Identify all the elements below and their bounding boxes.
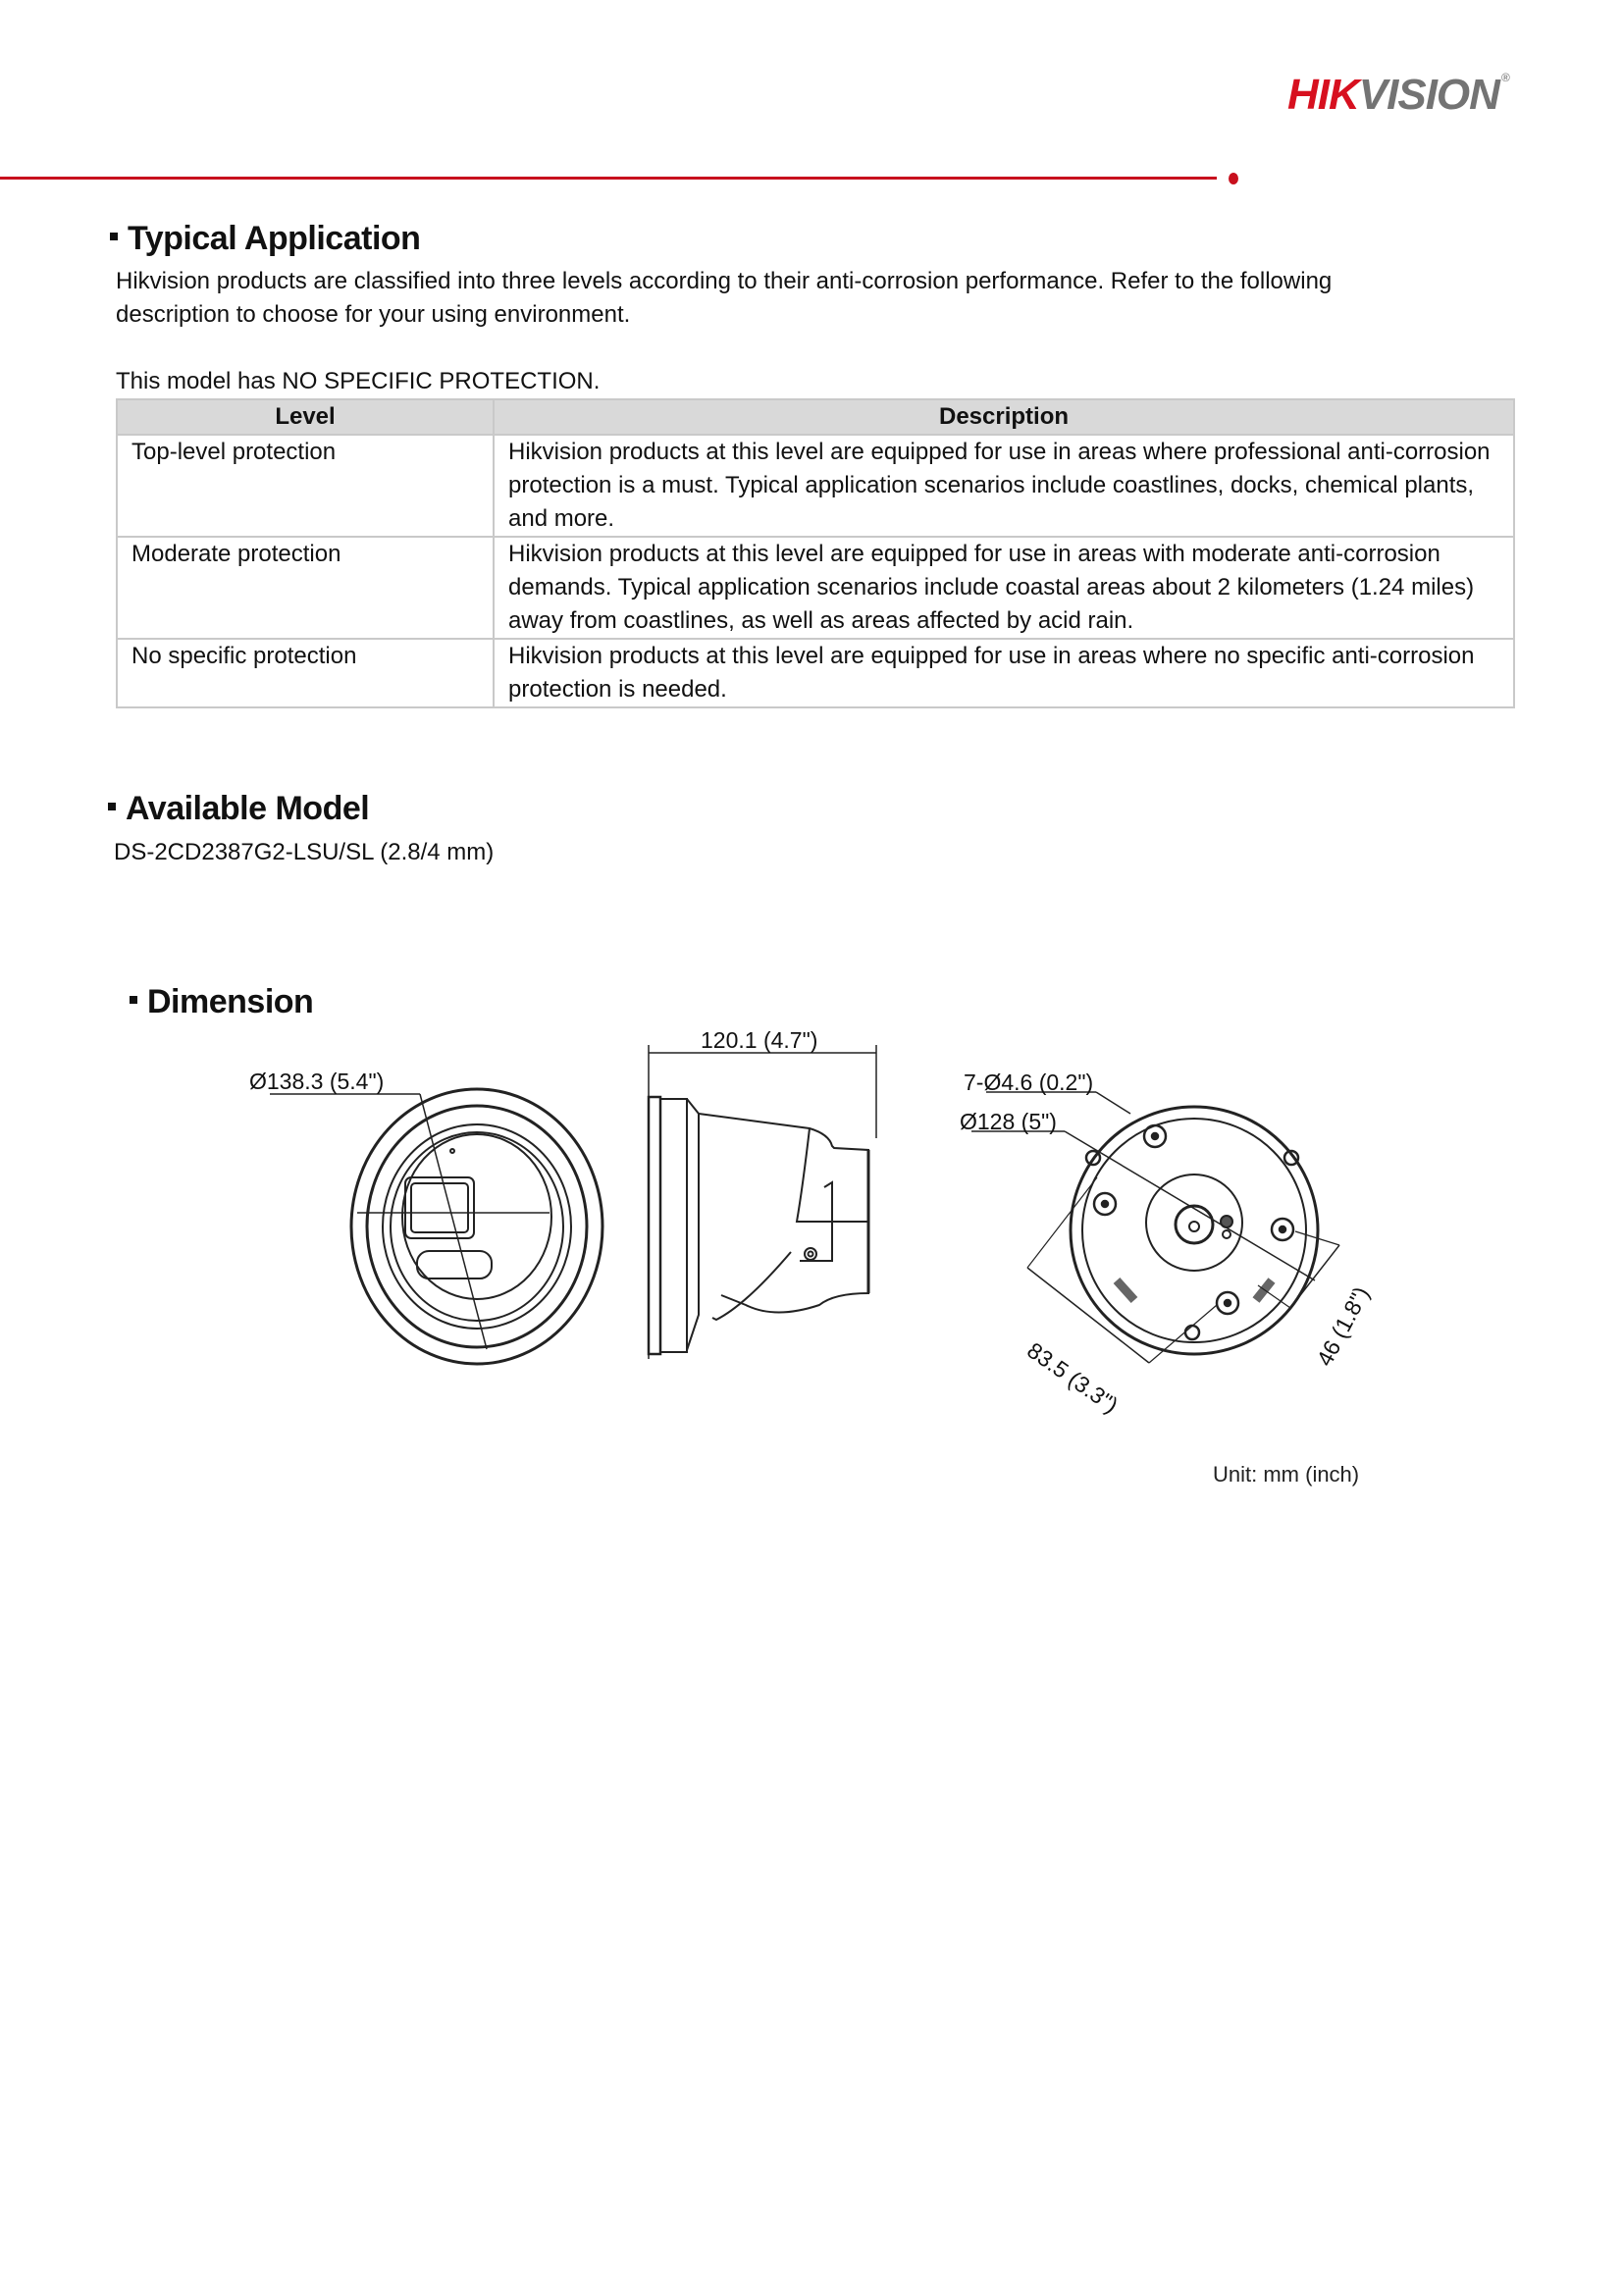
- mount-span-b-label: 46 (1.8"): [1311, 1281, 1375, 1371]
- protection-levels-table: [116, 398, 1515, 708]
- mount-span-a-label: 83.5 (3.3"): [1022, 1336, 1124, 1419]
- side-length-label: 120.1 (4.7"): [701, 1027, 818, 1053]
- dimension-drawings: [0, 1020, 1623, 1472]
- level-cell: Moderate protection: [117, 537, 494, 639]
- level-cell: Top-level protection: [117, 435, 494, 537]
- logo-vision: VISION: [1358, 71, 1499, 119]
- section-title-typical-application: [110, 220, 420, 258]
- side-view-drawing: [649, 1045, 876, 1359]
- mount-holes-label: 7-Ø4.6 (0.2"): [964, 1070, 1094, 1095]
- table-row: [117, 639, 1514, 707]
- description-cell: Hikvision products at this level are equipped for use in areas where no specific anti-corrosion protection is needed.: [494, 639, 1514, 707]
- bullet-square-icon: [130, 996, 137, 1004]
- model-protection-note: This model has NO SPECIFIC PROTECTION.: [116, 368, 601, 394]
- description-cell: Hikvision products at this level are equipped for use in areas with moderate anti-corrosion demands. Typical application scenarios include coastal areas about 2 kilometers (1.24 miles) away from coastlines, as well as areas affected by acid rain.: [494, 537, 1514, 639]
- model-number: DS-2CD2387G2-LSU/SL (2.8/4 mm): [114, 839, 495, 865]
- table-header-row: [117, 399, 1514, 435]
- unit-note: Unit: mm (inch): [1213, 1462, 1360, 1487]
- logo-hik: HIK: [1287, 71, 1359, 119]
- section-title-text: Typical Application: [128, 220, 421, 257]
- intro-line-1: Hikvision products are classified into three levels according to their anti-corrosion performance. Refer to the following: [116, 268, 1333, 294]
- bullet-square-icon: [108, 803, 116, 810]
- registered-mark: ®: [1500, 71, 1509, 84]
- description-cell: Hikvision products at this level are equipped for use in areas where professional anti-corrosion protection is a must. Typical application scenarios include coastlines, docks, chemical plants, and more.: [494, 435, 1514, 537]
- header-divider: [0, 177, 1217, 180]
- column-header-description: Description: [494, 399, 1514, 435]
- section-title-text: Dimension: [147, 983, 314, 1020]
- section-title-available-model: [108, 790, 369, 828]
- header-divider-dot: [1229, 173, 1238, 184]
- front-diameter-label: Ø138.3 (5.4"): [249, 1069, 385, 1094]
- table-row: [117, 435, 1514, 537]
- level-cell: No specific protection: [117, 639, 494, 707]
- front-view-drawing: [270, 1089, 602, 1364]
- intro-line-2: description to choose for your using environment.: [116, 301, 631, 328]
- section-title-text: Available Model: [126, 790, 370, 827]
- table-row: [117, 537, 1514, 639]
- bullet-square-icon: [110, 233, 118, 240]
- section-title-dimension: [130, 983, 313, 1021]
- hikvision-logo: [1287, 71, 1509, 120]
- mount-diameter-label: Ø128 (5"): [960, 1109, 1057, 1134]
- column-header-level: Level: [117, 399, 494, 435]
